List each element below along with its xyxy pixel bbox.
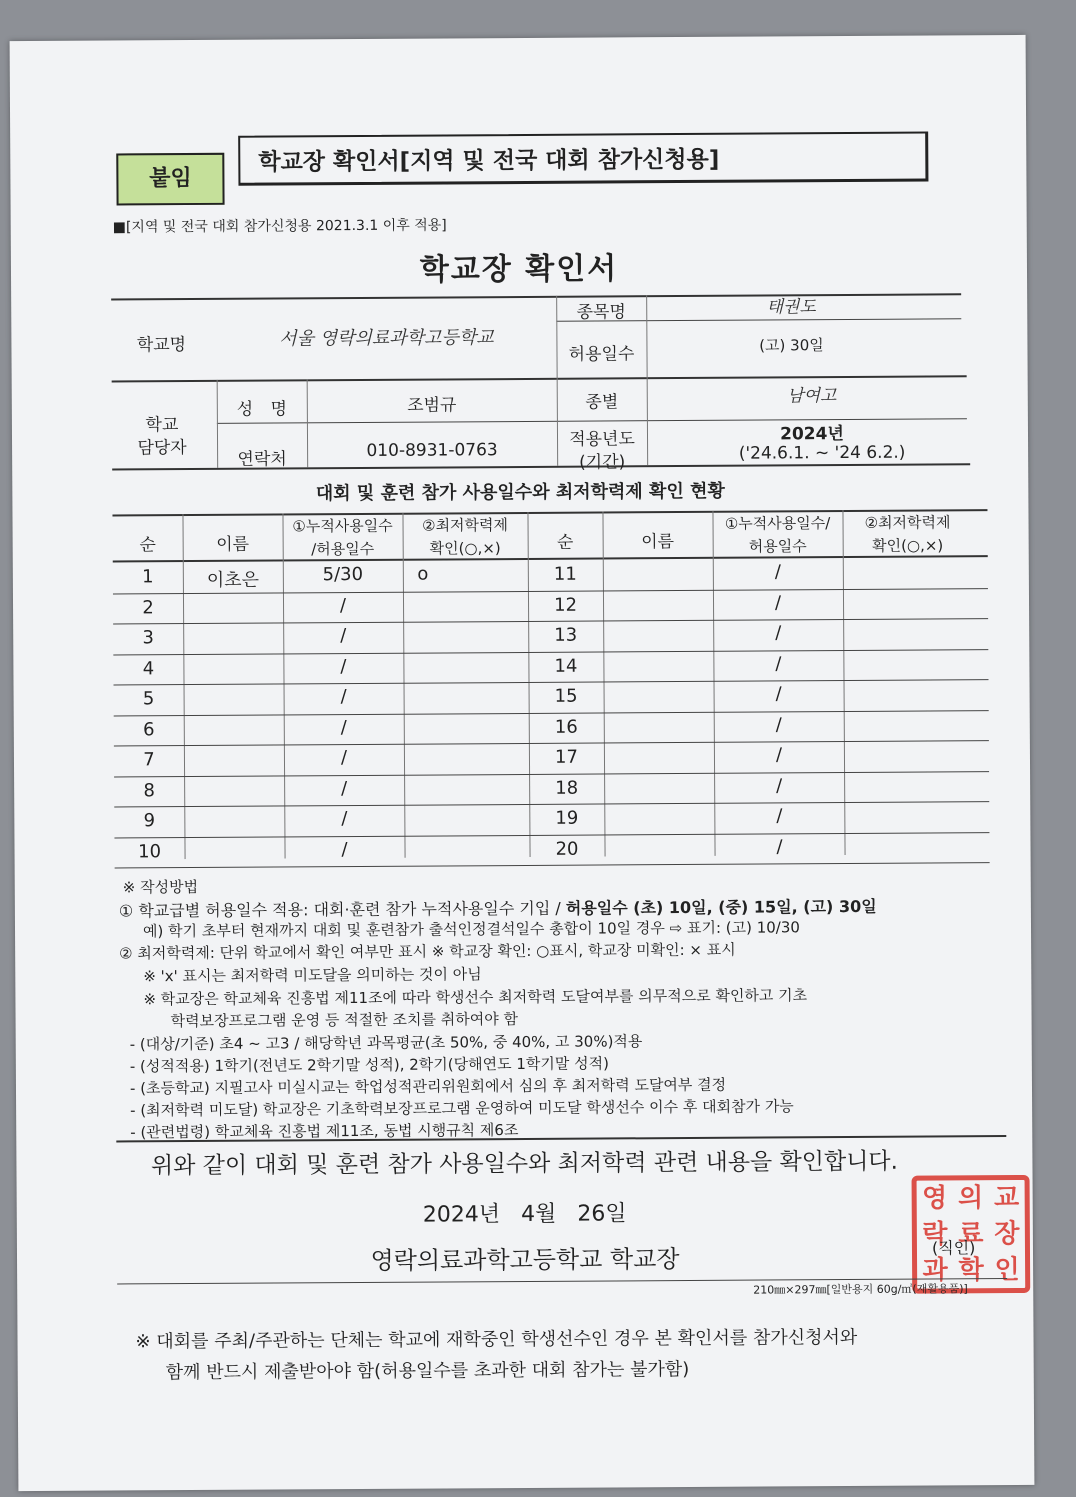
sport-label: 종목명 xyxy=(576,302,626,323)
student-name xyxy=(183,657,283,658)
min-grade-check xyxy=(844,682,974,683)
instruction-line-8: - (성적적용) 1학기(전년도 2학기말 성적), 2학기(당해연도 1학기말 성적) xyxy=(129,1054,610,1076)
student-name xyxy=(603,563,713,564)
table-row-rule xyxy=(113,649,988,655)
year-label-line1: 적용년도 xyxy=(569,429,635,450)
paper-spec: 210㎜×297㎜[일반용지 60g/㎡(재활용품)] xyxy=(753,1282,968,1297)
min-grade-check xyxy=(843,621,973,622)
header-name: 이름 xyxy=(216,534,250,555)
header-days-right-line1: ①누적사용일수/ xyxy=(724,514,831,533)
applicability-note: ■[지역 및 전국 대회 참가신청용 2021.3.1 이후 적용] xyxy=(112,217,447,236)
days-used: 5/30 xyxy=(322,563,364,586)
row-number: 10 xyxy=(138,840,162,862)
header-title: 학교장 확인서[지역 및 전국 대회 참가신청용] xyxy=(238,132,928,186)
row-number: 5 xyxy=(142,688,155,710)
student-name xyxy=(183,626,283,627)
declaration: 위와 같이 대회 및 훈련 참가 사용일수와 최저학력 관련 내용을 확인합니다. xyxy=(150,1148,899,1180)
row-number: 11 xyxy=(553,563,577,585)
header-no: 순 xyxy=(139,535,156,556)
instruction-line-2: 예) 학기 초부터 현재까지 대회 및 훈련참가 출석인정결석일수 총합이 10일 경우 ⇨ 표기: (고) 10/30 xyxy=(142,918,800,941)
days-used: / xyxy=(775,683,782,705)
row-number: 7 xyxy=(143,749,155,771)
student-name xyxy=(184,748,284,749)
days-used: / xyxy=(774,591,782,613)
row-number: 15 xyxy=(554,685,578,707)
seal-glyph: 영 xyxy=(922,1183,948,1214)
row-number: 9 xyxy=(143,810,156,832)
min-grade-check xyxy=(844,804,974,805)
year-value: 2024년 xyxy=(780,424,844,445)
days-used: / xyxy=(339,594,347,616)
allowed-days-value: (고) 30일 xyxy=(759,336,824,355)
student-name xyxy=(604,715,714,716)
seal-glyph: 의 xyxy=(958,1183,984,1214)
row-number: 2 xyxy=(142,596,154,618)
school-value: 서울 영락의료과학고등학교 xyxy=(279,327,494,350)
table-row-rule xyxy=(115,862,990,868)
student-name xyxy=(604,685,714,686)
seal-glyph: 교 xyxy=(994,1182,1020,1214)
instructions-heading: ※ 작성방법 xyxy=(122,877,199,897)
seal-glyph: 료 xyxy=(958,1219,984,1250)
period-value: ('24.6.1. ~ '24 6.2.) xyxy=(738,442,906,464)
days-used: / xyxy=(774,561,781,583)
header-min-right-line1: ②최저학력제 xyxy=(864,513,951,532)
row-number: 4 xyxy=(142,657,155,679)
student-name xyxy=(184,687,284,688)
header-min-line1: ②최저학력제 xyxy=(422,516,509,535)
seal-glyph: 학 xyxy=(958,1255,984,1286)
table-row-rule xyxy=(114,679,989,685)
instruction-line-1a: ① 학교급별 허용일수 적용: 대회·훈련 참가 누적사용일수 기입 / xyxy=(118,898,566,921)
min-grade-check xyxy=(844,713,974,714)
instruction-line-4: ※ 'x' 표시는 최저학력 미도달을 의미하는 것이 아님 xyxy=(143,965,482,986)
contact-label: 연락처 xyxy=(237,449,287,470)
days-used: / xyxy=(341,808,348,830)
table-row-rule xyxy=(114,771,989,777)
table-row-rule xyxy=(114,832,989,838)
issue-date: 2024년 4월 26일 xyxy=(422,1201,627,1228)
row-number: 3 xyxy=(142,627,155,649)
min-grade-check xyxy=(843,560,973,561)
days-used: / xyxy=(340,655,347,677)
instruction-line-5: ※ 학교장은 학교체육 진흥법 제11조에 따라 학생선수 최저학력 도달여부를 의무적으로 확인하고 기초 xyxy=(143,986,808,1009)
student-name xyxy=(184,840,284,841)
footnote-line-2: 함께 반드시 제출받아야 함(허용일수를 초과한 대회 참가는 불가함) xyxy=(165,1358,690,1384)
sport-value: 태권도 xyxy=(766,297,816,318)
seal-glyph: 락 xyxy=(922,1219,948,1250)
table-row-rule xyxy=(114,710,989,716)
instruction-line-11: - (관련법령) 학교체육 진흥법 제11조, 동법 시행규칙 제6조 xyxy=(130,1121,519,1142)
table-row-rule xyxy=(114,801,989,807)
days-used: / xyxy=(775,622,782,644)
days-used: / xyxy=(340,747,348,769)
header-no-right: 순 xyxy=(556,532,574,553)
gender-value: 남여고 xyxy=(787,386,837,407)
document-page xyxy=(10,35,1035,1491)
days-used: / xyxy=(776,774,783,796)
doc-title: 학교장 확인서 xyxy=(419,251,619,288)
days-used: / xyxy=(776,835,783,857)
days-used: / xyxy=(775,744,783,766)
min-grade-check xyxy=(843,591,973,592)
row-number: 19 xyxy=(555,807,579,829)
student-name: 이초은 xyxy=(206,569,260,591)
min-grade-check xyxy=(844,774,974,775)
days-used: / xyxy=(775,652,782,674)
student-name xyxy=(604,837,714,838)
days-used: / xyxy=(340,625,347,647)
min-grade-check xyxy=(844,743,974,744)
header-days-line1: ①누적사용일수 xyxy=(292,516,393,536)
contact-value: 010-8931-0763 xyxy=(366,440,498,461)
row-number: 16 xyxy=(554,716,578,738)
student-name xyxy=(603,654,713,655)
name-label: 성 명 xyxy=(236,399,288,420)
seal-glyph: 장 xyxy=(994,1218,1020,1250)
footnote-line-1: ※ 대회를 주최/주관하는 단체는 학교에 재학중인 학생선수인 경우 본 확인서를 참가신청서와 xyxy=(135,1326,858,1353)
manager-label-line1: 학교 xyxy=(145,415,179,436)
attachment-label: 붙임 xyxy=(116,153,224,206)
instruction-line-9: - (초등학교) 지필고사 미실시교는 학업성적관리위원회에서 심의 후 최저학력 도달여부 결정 xyxy=(129,1075,727,1098)
table-header-rule xyxy=(113,555,988,562)
student-name xyxy=(603,593,713,594)
student-name xyxy=(604,746,714,747)
principal-name: 영락의료과학고등학교 학교장 xyxy=(370,1245,680,1275)
min-grade-check: o xyxy=(417,563,429,585)
min-grade-check xyxy=(843,652,973,653)
allowed-days-label: 허용일수 xyxy=(568,344,635,365)
row-number: 13 xyxy=(554,624,578,646)
days-used: / xyxy=(341,838,348,860)
seal-glyph: 인 xyxy=(994,1254,1020,1286)
student-name xyxy=(183,596,283,597)
name-value: 조범규 xyxy=(407,395,457,416)
manager-label-line2: 담당자 xyxy=(137,438,187,459)
row-number: 12 xyxy=(554,594,578,616)
header-min-right-line2: 확인(○,×) xyxy=(872,536,944,555)
seal-glyph: 과 xyxy=(922,1255,948,1286)
row-number: 20 xyxy=(555,838,579,860)
table-divider xyxy=(602,511,605,856)
row-number: 8 xyxy=(143,779,155,801)
instruction-line-1b: 허용일수 (초) 10일, (중) 15일, (고) 30일 xyxy=(565,896,877,918)
row-number: 14 xyxy=(554,655,578,677)
student-name xyxy=(184,718,284,719)
gender-label: 종별 xyxy=(585,392,619,413)
table-row-rule xyxy=(114,740,989,746)
instruction-line-7: - (대상/기준) 초4 ~ 고3 / 해당학년 과목평균(초 50%, 중 40%, 고 30%)적용 xyxy=(129,1032,643,1054)
student-name xyxy=(184,779,284,780)
student-name xyxy=(603,624,713,625)
year-label-line2: (기간) xyxy=(579,452,626,473)
row-number: 18 xyxy=(555,777,579,799)
row-number: 1 xyxy=(142,566,154,588)
row-number: 6 xyxy=(142,718,155,740)
row-number: 17 xyxy=(554,746,578,768)
min-grade-check xyxy=(844,835,974,836)
instruction-line-6: 학력보장프로그램 운영 등 적절한 조치를 취하여야 함 xyxy=(170,1010,519,1031)
school-label: 학교명 xyxy=(136,335,187,356)
instruction-line-10: - (최저학력 미도달) 학교장은 기초학력보장프로그램 운영하여 미도달 학생선수 이수 후 대회참가 가능 xyxy=(130,1097,794,1120)
usage-table-title: 대회 및 훈련 참가 사용일수와 최저학력제 확인 현황 xyxy=(315,480,725,505)
table-row-rule xyxy=(113,618,988,624)
days-used: / xyxy=(341,777,348,799)
student-name xyxy=(184,809,284,810)
header-days-line2: /허용일수 xyxy=(311,539,375,559)
header-name-right: 이름 xyxy=(641,532,675,553)
seal-mark: (직인) xyxy=(931,1238,976,1258)
days-used: / xyxy=(775,713,782,735)
student-name xyxy=(604,807,714,808)
student-name xyxy=(604,776,714,777)
header-min-line2: 확인(○,×) xyxy=(429,539,501,558)
instruction-line-3: ② 최저학력제: 단위 학교에서 확인 여부만 표시 ※ 학교장 확인: ○표시, 학교장 미확인: × 표시 xyxy=(119,940,736,963)
header-days-right-line2: 허용일수 xyxy=(748,537,807,556)
days-used: / xyxy=(340,716,347,738)
days-used: / xyxy=(776,805,783,827)
days-used: / xyxy=(340,686,347,708)
